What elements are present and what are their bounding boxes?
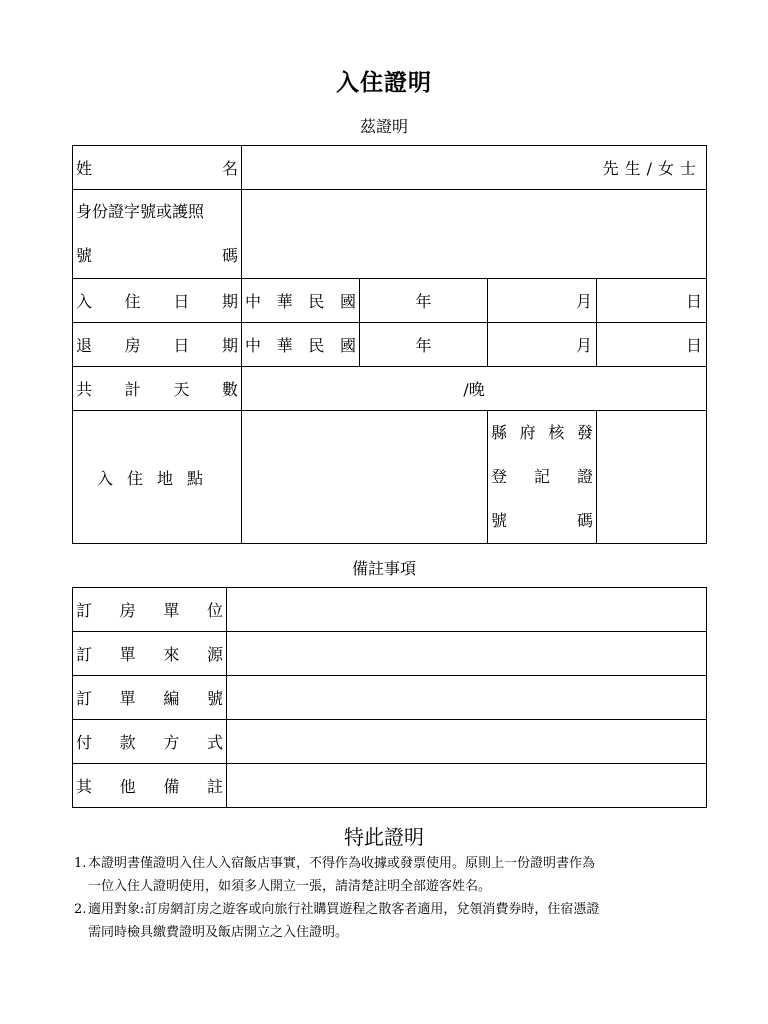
name-suffix: 先生/女士 — [602, 159, 703, 178]
registration-label — [488, 411, 597, 544]
checkin-month-field[interactable]: 月 — [488, 279, 597, 323]
payment-label: 付款方式 — [73, 720, 227, 764]
name-field[interactable] — [242, 146, 707, 190]
order-source-field[interactable] — [227, 632, 707, 676]
remarks-table — [72, 587, 707, 808]
other-remarks-label: 其他備註 — [73, 764, 227, 808]
location-field[interactable] — [242, 411, 488, 544]
checkin-day-field[interactable]: 日 — [597, 279, 707, 323]
days-field[interactable]: /晚 — [242, 367, 707, 411]
checkout-roc-label: 中華民國 — [242, 323, 360, 367]
checkin-roc-label: 中華民國 — [242, 279, 360, 323]
other-remarks-field[interactable] — [227, 764, 707, 808]
note-item — [74, 852, 714, 898]
reg-label-line3: 號碼 — [491, 511, 593, 530]
id-label-line1: 身份證字號或護照 — [76, 202, 205, 221]
id-field[interactable] — [242, 190, 707, 279]
note-number: 2. — [74, 902, 87, 917]
stay-info-table — [72, 145, 707, 544]
note-text: 適用對象:訂房網訂房之遊客或向旅行社購買遊程之散客者適用，兌領消費券時，住宿憑證 — [88, 902, 600, 917]
id-label — [73, 190, 242, 279]
checkin-label: 入住日期 — [73, 279, 242, 323]
location-label: 入住地點 — [73, 411, 242, 544]
note-text: 需同時檢具繳費證明及飯店開立之入住證明。 — [88, 925, 349, 940]
certify-heading: 特此證明 — [344, 825, 424, 849]
name-label: 姓名 — [73, 146, 242, 190]
reg-label-line2: 登記證 — [491, 467, 593, 486]
note-text: 本證明書僅證明入住人入宿飯店事實，不得作為收據或發票使用。原則上一份證明書作為 — [88, 856, 596, 871]
checkout-label: 退房日期 — [73, 323, 242, 367]
order-number-field[interactable] — [227, 676, 707, 720]
note-number: 1. — [74, 856, 87, 871]
note-text: 一位入住人證明使用，如須多人開立一張，請清楚註明全部遊客姓名。 — [88, 879, 492, 894]
order-source-label: 訂單來源 — [73, 632, 227, 676]
payment-field[interactable] — [227, 720, 707, 764]
booking-unit-field[interactable] — [227, 588, 707, 632]
checkout-year-field[interactable]: 年 — [360, 323, 488, 367]
booking-unit-label: 訂房單位 — [73, 588, 227, 632]
registration-field[interactable] — [597, 411, 707, 544]
document-subtitle: 茲證明 — [359, 117, 408, 136]
note-item — [74, 898, 714, 944]
checkout-day-field[interactable]: 日 — [597, 323, 707, 367]
checkout-month-field[interactable]: 月 — [488, 323, 597, 367]
id-label-line2: 號碼 — [76, 246, 238, 265]
reg-label-line1: 縣府核發 — [491, 423, 593, 442]
order-number-label: 訂單編號 — [73, 676, 227, 720]
notes-list — [74, 852, 714, 944]
document-title: 入住證明 — [336, 70, 432, 96]
checkin-year-field[interactable]: 年 — [360, 279, 488, 323]
remarks-title: 備註事項 — [351, 559, 416, 578]
days-label: 共計天數 — [73, 367, 242, 411]
